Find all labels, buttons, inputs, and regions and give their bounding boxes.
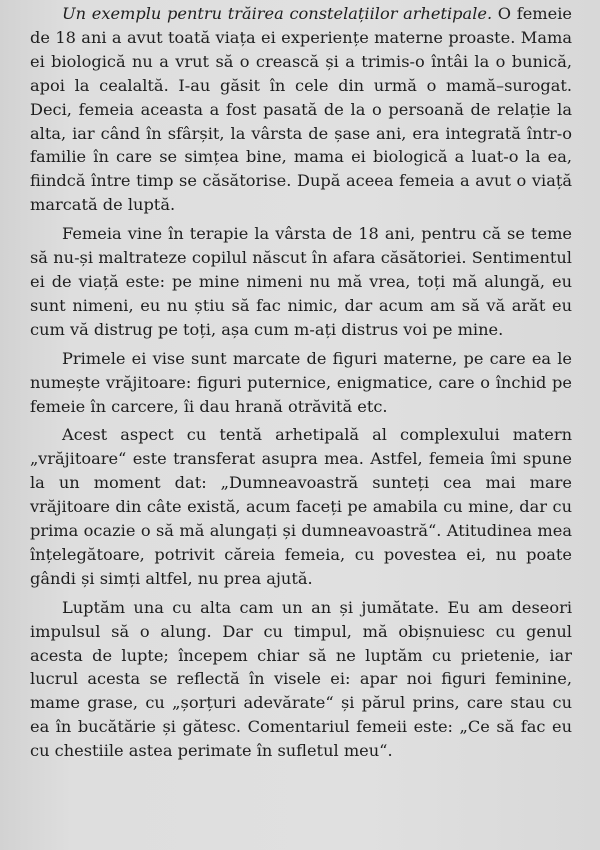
paragraph-text: O femeie de 18 ani a avut toată viața ei experiențe materne proaste. Mama ei biologică nu a vrut să o crească și a trimis-o întâi la o bunică, apoi la cealaltă. I-au găsit în cele din urmă o mamă–surogat. Deci, femeia aceasta a fost pasată de la o persoană de relație la alta, iar când în sfârșit, la vârsta de șase ani, era integrată într-o familie în care se simțea bine, mama ei biologică a luat-o la ea, fiindcă între timp se căsătorise. După aceea femeia a avut o viață marcată de luptă. <box>30 4 572 215</box>
paragraph-5 <box>30 596 572 763</box>
body-text <box>30 2 572 763</box>
paragraph-text: Femeia vine în terapie la vârsta de 18 ani, pentru că se teme să nu-și maltrateze copilul născut în afara căsătoriei. Sentimentul ei de viață este: pe mine nimeni nu mă vrea, toți mă alungă, eu sunt nimeni, eu nu știu să fac nimic, dar acum am să vă arăt eu cum vă distrug pe toți, așa cum m-ați distrus voi pe mine. <box>30 224 572 339</box>
paragraph-1 <box>30 2 572 217</box>
paragraph-lead-italic: Un exemplu pentru trăirea constelațiilor arhetipale. <box>62 4 493 23</box>
paragraph-2 <box>30 222 572 342</box>
paragraph-4 <box>30 423 572 590</box>
paragraph-text: Primele ei vise sunt marcate de figuri materne, pe care ea le numește vrăjitoare: figuri puternice, enigmatice, care o închid pe femeie în carcere, îi dau hrană otrăvită etc. <box>30 348 572 416</box>
paragraph-text: Luptăm una cu alta cam un an și jumătate. Eu am deseori impulsul să o alung. Dar cu timpul, mă obișnuiesc cu genul acesta de lupte; începem chiar să ne luptăm cu prietenie, iar lucrul acesta se reflectă în visele ei: apar noi figuri feminine, mame grase, cu „șorțuri adevărate“ și părul prins, care stau cu ea în bucătărie și gătesc. Comentariul femeii este: „Ce să fac eu cu chestiile astea perimate în sufletul meu“. <box>30 597 572 761</box>
paragraph-text: Acest aspect cu tentă arhetipală al complexului matern „vrăjitoare“ este transferat asupra mea. Astfel, femeia îmi spune la un moment dat: „Dumneavoastră sunteți cea mai mare vrăjitoare din câte există, acum faceți pe amabila cu mine, dar cu prima ocazie o să mă alungați și dumneavoastră“. Atitudinea mea înțelegătoare, potrivit căreia femeia, cu povestea ei, nu poate gândi și simți altfel, nu prea ajută. <box>30 425 572 588</box>
paragraph-3 <box>30 347 572 419</box>
